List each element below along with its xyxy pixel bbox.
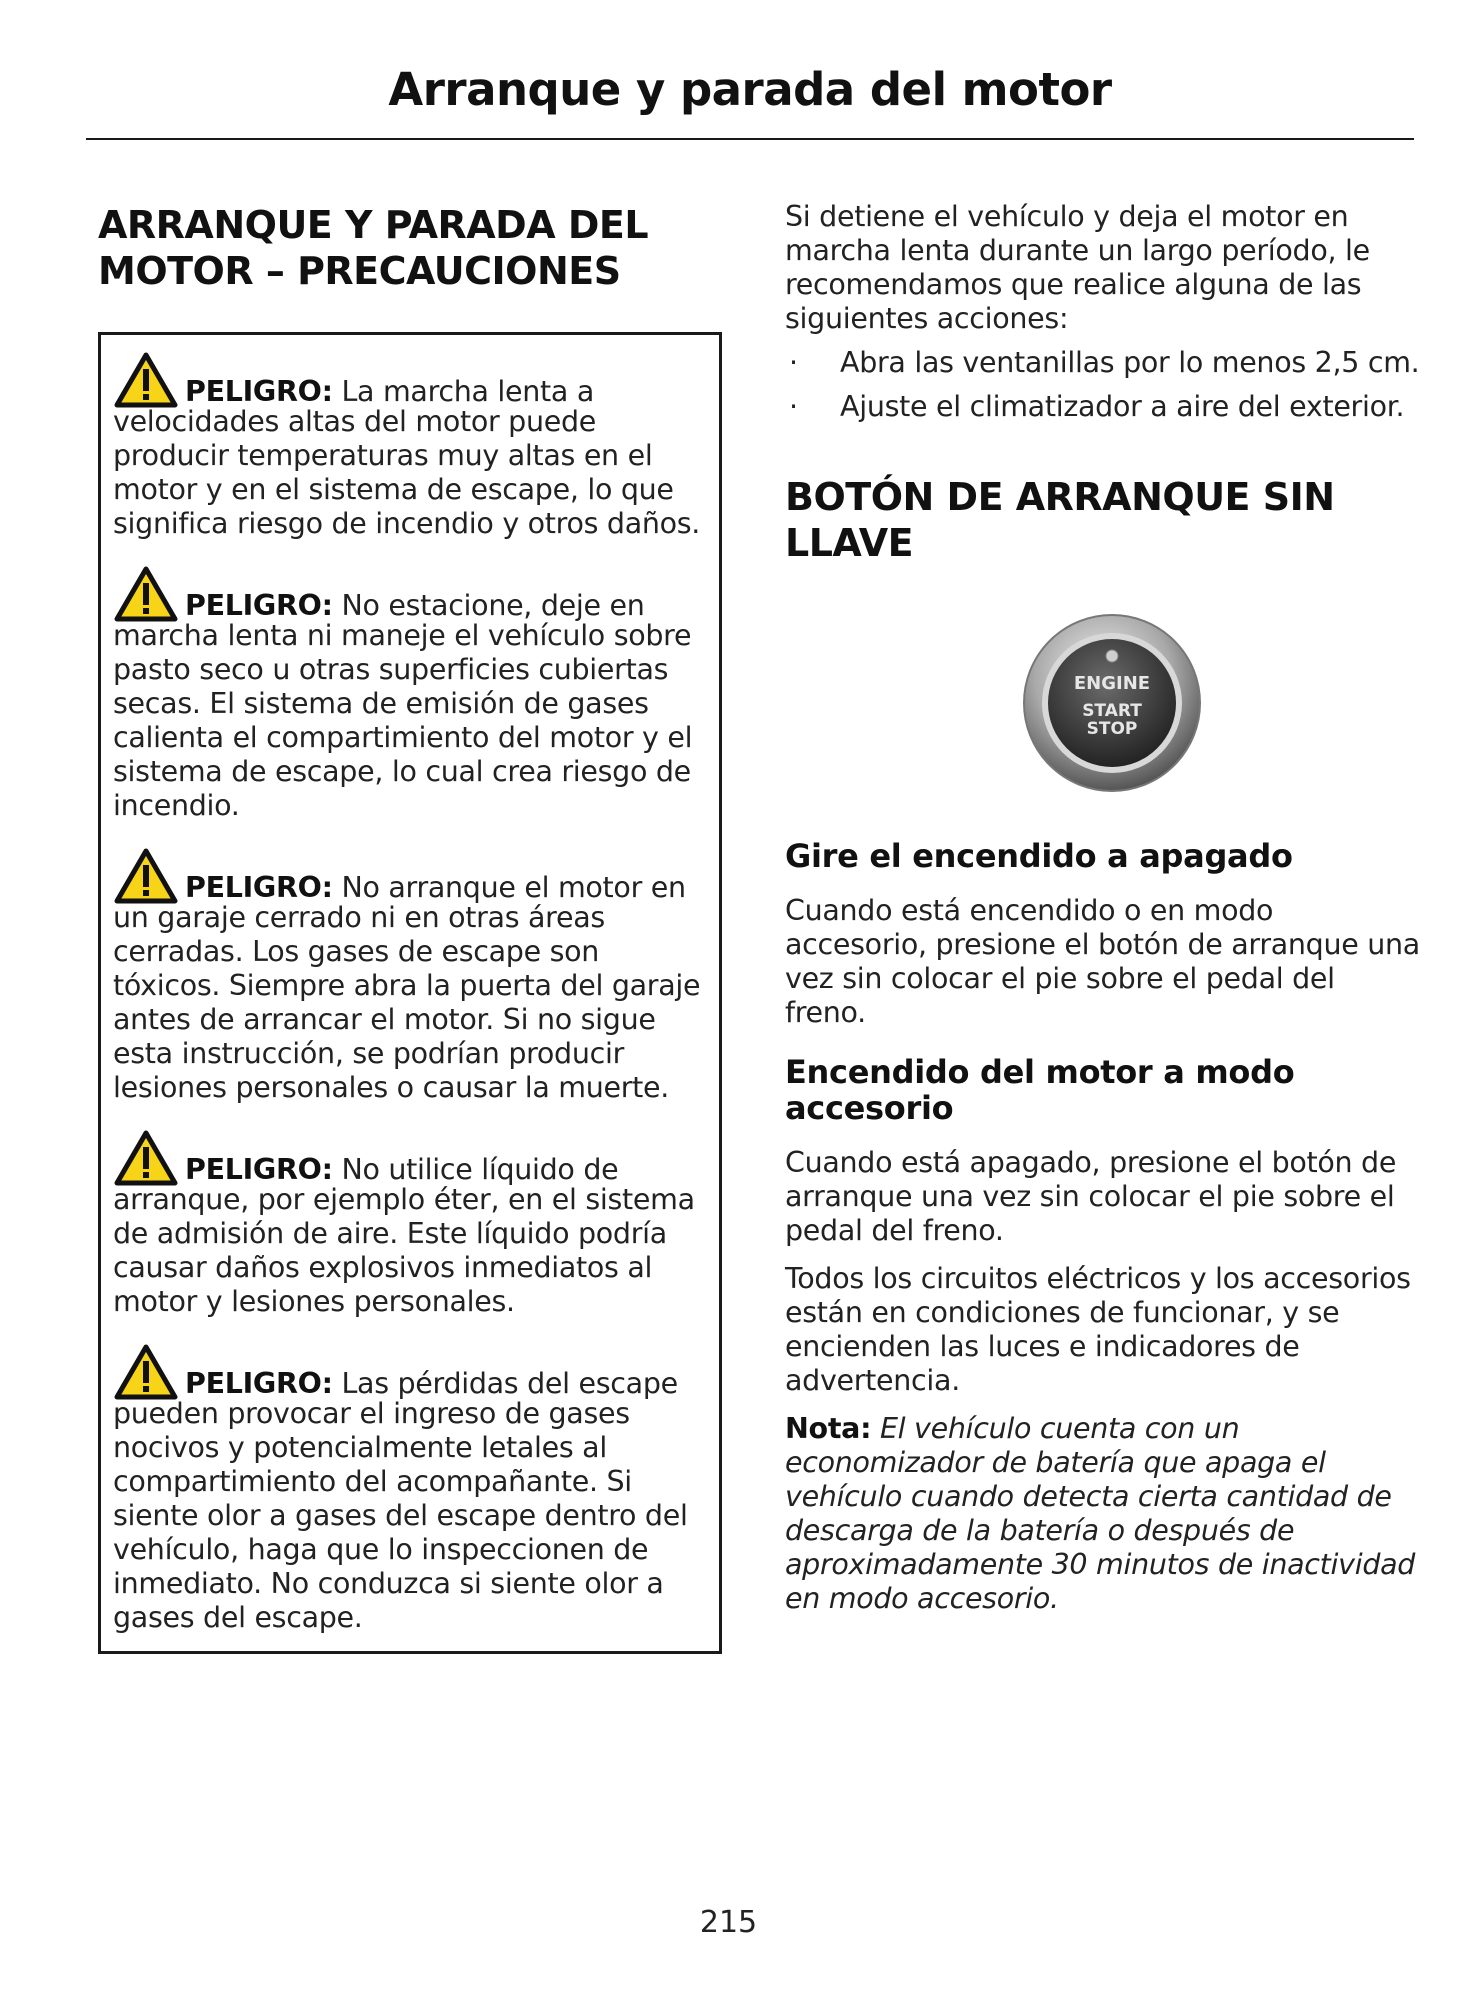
intro-paragraph: Si detiene el vehículo y deja el motor en marcha lenta durante un largo período, le recomendamos que realice alguna de las siguientes acciones: <box>785 200 1370 335</box>
button-label-engine: ENGINE <box>1073 673 1151 694</box>
warning-triangle-icon <box>113 1343 179 1401</box>
bullet-icon: · <box>789 390 798 423</box>
warning-triangle-icon <box>113 847 179 905</box>
warning-label: PELIGRO: <box>185 375 333 408</box>
engine-start-stop-icon <box>1017 608 1207 798</box>
warning-text: un garaje cerrado ni en otras áreas cerradas. Los gases de escape son tóxicos. Siempre abra la puerta del garaje antes de arrancar el motor. Si no sigue esta instrucción, se podrían producir lesiones personales o causar la muerte. <box>113 901 701 1104</box>
section-title-keyless: BOTÓN DE ARRANQUE SIN LLAVE <box>785 475 1335 565</box>
warning-text-first: No arranque el motor en <box>341 871 686 904</box>
note-paragraph <box>785 1412 1420 1616</box>
warning-triangle-icon <box>113 565 179 623</box>
warning-box <box>98 332 722 1654</box>
warning-text: velocidades altas del motor puede producir temperaturas muy altas en el motor y en el sistema de escape, lo que significa riesgo de incendio y otros daños. <box>113 405 701 540</box>
warning-text-first: Las pérdidas del escape <box>341 1367 678 1400</box>
note-text: El vehículo cuenta con un economizador de batería que apaga el vehículo cuando detecta cierta cantidad de descarga de la batería o después de aproximadamente 30 minutos de inactividad en modo accesorio. <box>785 1412 1416 1615</box>
warning-label: PELIGRO: <box>185 871 333 904</box>
warning-label: PELIGRO: <box>185 1153 333 1186</box>
right-column <box>785 200 1420 1616</box>
button-label-stop: STOP <box>1086 719 1138 739</box>
warning-text-first: No utilice líquido de <box>341 1153 619 1186</box>
note-label: Nota: <box>785 1412 872 1445</box>
warning-triangle-icon <box>113 351 179 409</box>
paragraph-accessory-1: Cuando está apagado, presione el botón de arranque una vez sin colocar el pie sobre el pedal del freno. <box>785 1146 1397 1247</box>
warning-text: marcha lenta ni maneje el vehículo sobre pasto seco u otras superficies cubiertas secas. El sistema de emisión de gases calienta el compartimiento del motor y el sistema de escape, lo cual crea riesgo de incendio. <box>113 619 693 822</box>
list-item: · Ajuste el climatizador a aire del exterior. <box>789 390 1405 423</box>
warning-item <box>113 1123 707 1319</box>
page-title: Arranque y parada del motor <box>388 63 1112 116</box>
warning-text: pueden provocar el ingreso de gases nocivos y potencialmente letales al compartimiento del acompañante. Si siente olor a gases del escape dentro del vehículo, haga que lo inspeccionen de inmediato. No conduzca si siente olor a gases del escape. <box>113 1397 688 1634</box>
bullet-list <box>785 346 1420 424</box>
list-item: · Abra las ventanillas por lo menos 2,5 cm. <box>789 346 1420 379</box>
left-column <box>98 202 722 1654</box>
warning-item <box>113 559 707 823</box>
subtitle-ignition-off: Gire el encendido a apagado <box>785 837 1293 875</box>
warning-triangle-icon <box>113 1129 179 1187</box>
warning-label: PELIGRO: <box>185 1367 333 1400</box>
warning-item <box>113 345 707 541</box>
warning-text-first: No estacione, deje en <box>341 589 645 622</box>
paragraph-ignition-off: Cuando está encendido o en modo accesorio, presione el botón de arranque una vez sin colocar el pie sobre el pedal del freno. <box>785 894 1420 1029</box>
subtitle-accessory-mode: Encendido del motor a modo accesorio <box>785 1053 1295 1127</box>
page-number: 215 <box>699 1905 758 1940</box>
warning-text-first: La marcha lenta a <box>341 375 595 408</box>
warning-text: arranque, por ejemplo éter, en el sistema de admisión de aire. Este líquido podría causar daños explosivos inmediatos al motor y lesiones personales. <box>113 1183 695 1318</box>
button-label-start: START <box>1082 701 1142 721</box>
bullet-icon: · <box>789 346 798 379</box>
warning-label: PELIGRO: <box>185 589 333 622</box>
warning-item <box>113 1337 707 1635</box>
page-header <box>86 60 1414 140</box>
warning-item <box>113 841 707 1105</box>
section-title-precautions: ARRANQUE Y PARADA DEL MOTOR – PRECAUCIONES <box>98 203 649 293</box>
paragraph-accessory-2: Todos los circuitos eléctricos y los accesorios están en condiciones de funcionar, y se encienden las luces e indicadores de advertencia. <box>785 1262 1411 1397</box>
engine-start-button-image <box>1017 608 1207 798</box>
